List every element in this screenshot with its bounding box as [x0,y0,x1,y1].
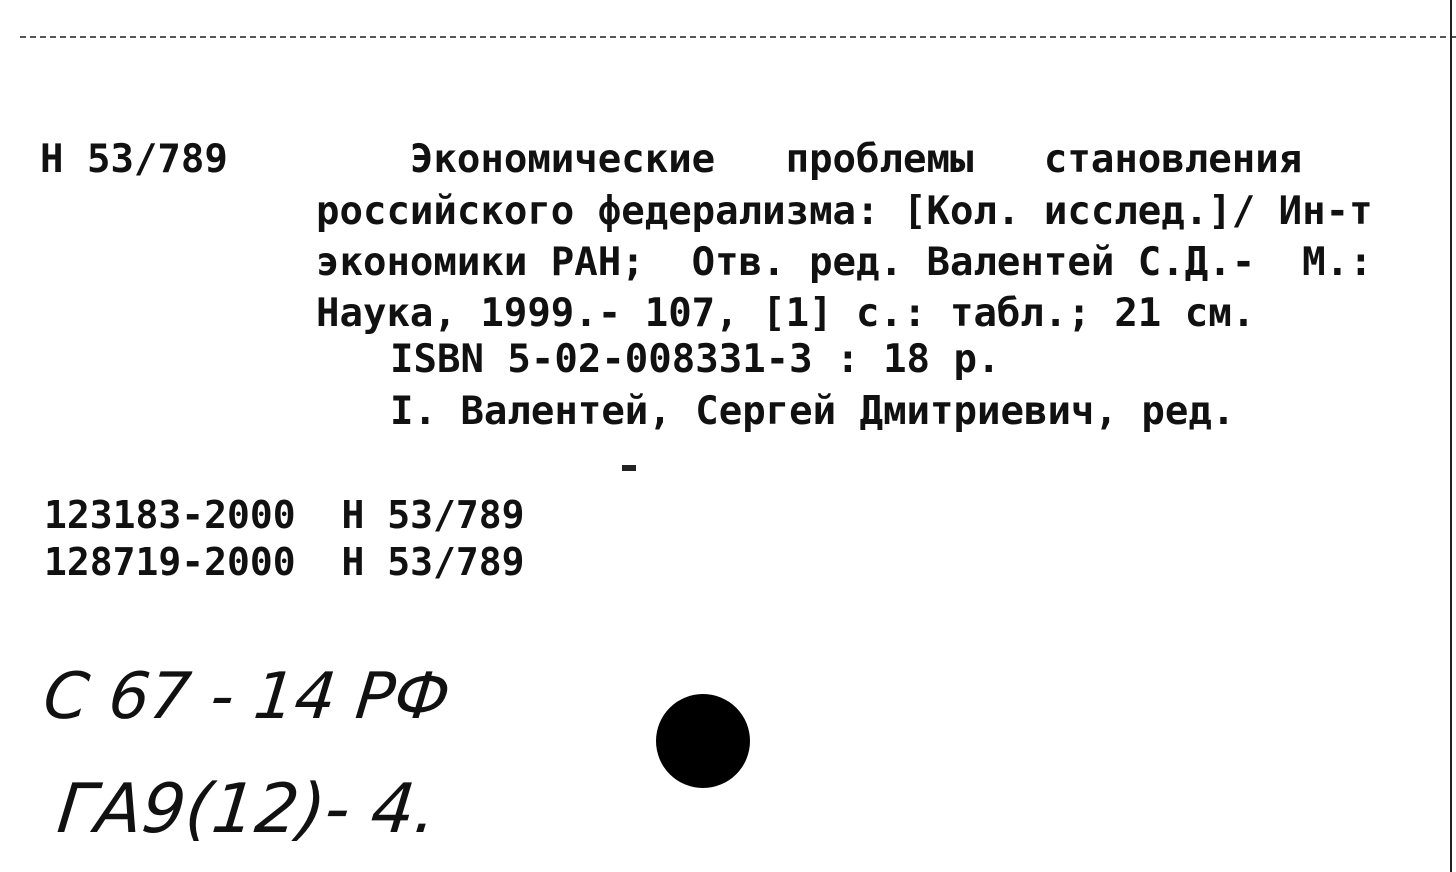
punch-hole-mark [656,694,750,788]
bibliographic-line: Экономические проблемы становления [316,137,1303,182]
accession-record [44,540,525,584]
bibliographic-line: Наука, 1999.- 107, [1] с.: табл.; 21 см. [316,291,1256,336]
card-edge [1450,0,1452,872]
accession-shelf-mark: Н 53/789 [341,493,525,537]
editor-entry: I. Валентей, Сергей Дмитриевич, ред. [390,389,1236,434]
top-divider [20,36,1456,38]
bibliographic-line: экономики РАН; Отв. ред. Валентей С.Д.- М.: [316,240,1373,285]
accession-number: 123183-2000 [44,493,296,537]
isbn-line: ISBN 5-02-008331-3 : 18 р. [390,337,1001,382]
bibliographic-line: российского федерализма: [Кол. исслед.]/ Ин-т [316,189,1373,234]
accession-number: 128719-2000 [44,540,296,584]
ink-speck [622,465,636,471]
accession-record [44,493,525,537]
handwritten-note: ГА9(12)- 4. [53,770,441,849]
handwritten-note: С 67 - 14 РФ [40,660,454,734]
shelf-mark: Н 53/789 [40,137,228,182]
accession-shelf-mark: Н 53/789 [341,540,525,584]
